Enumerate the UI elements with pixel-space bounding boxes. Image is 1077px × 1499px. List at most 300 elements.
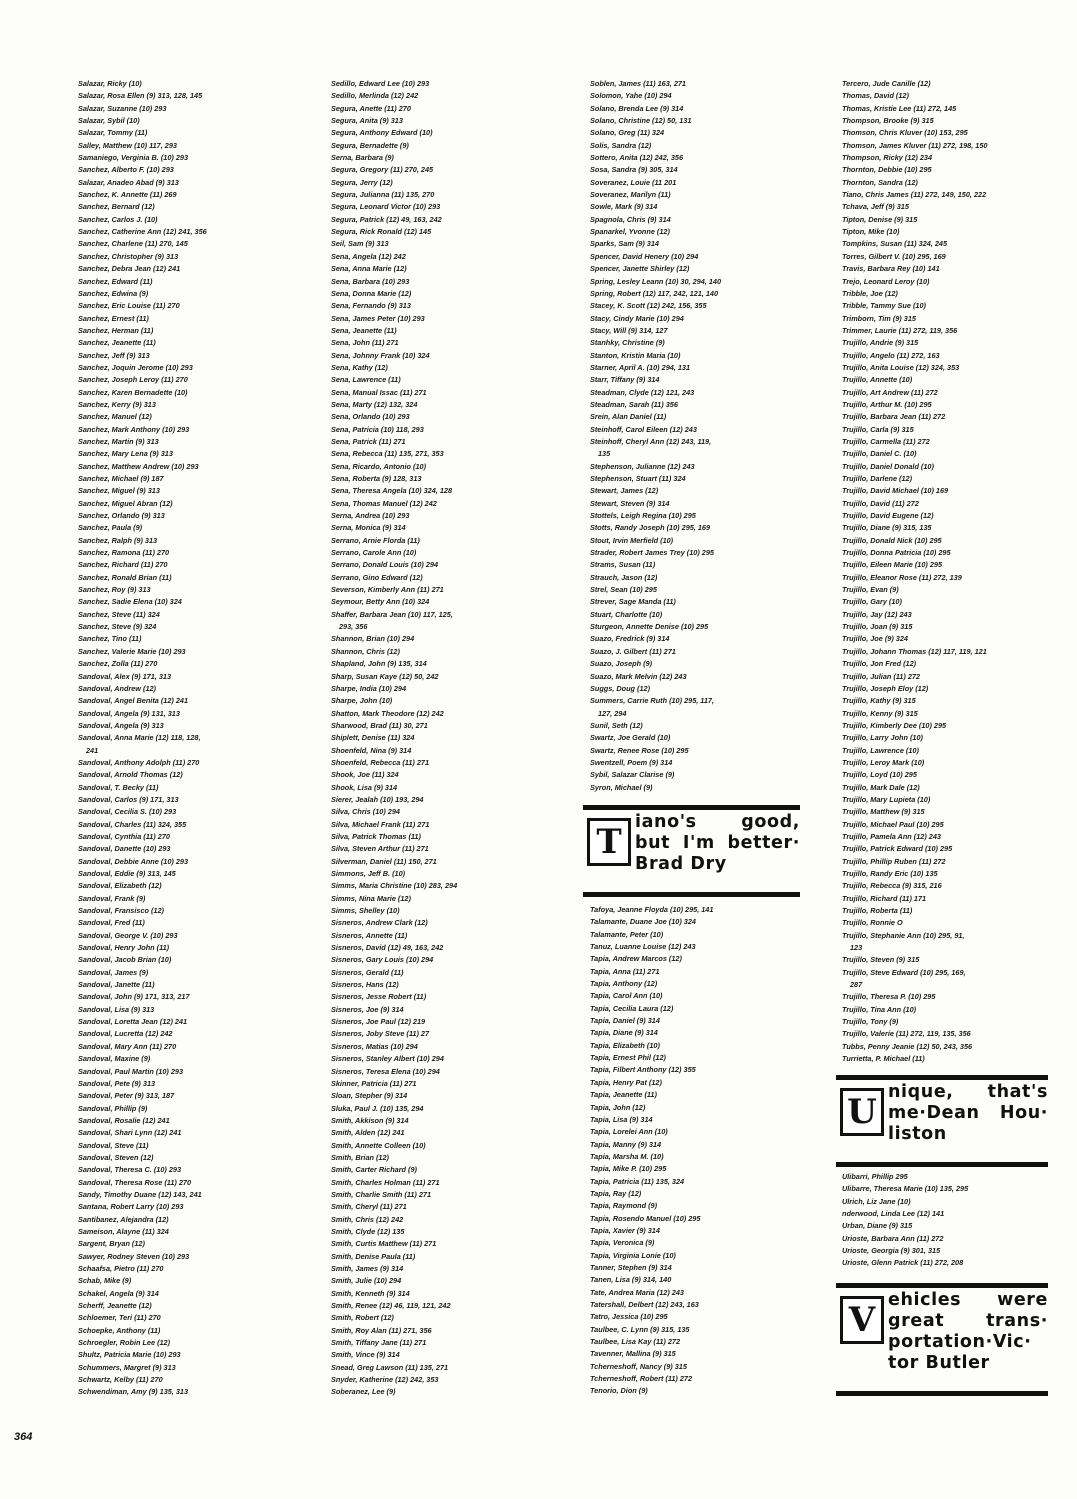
index-entry: Tatro, Jessica (10) 295 <box>590 1312 668 1322</box>
index-entry: Sandoval, Lisa (9) 313 <box>78 1004 155 1014</box>
index-entry: Stewart, James (12) <box>590 486 659 496</box>
index-entry: Trujillo, Arthur M. (10) 295 <box>842 399 932 409</box>
index-entry: Sisneros, Gerald (11) <box>331 967 404 977</box>
index-entry: Smith, Kenneth (9) 314 <box>331 1288 410 1298</box>
index-entry: Sena, Barbara (10) 293 <box>331 276 410 286</box>
index-entry: Thompson, Brooke (9) 315 <box>842 116 934 126</box>
index-entry: Trujillo, Steven (9) 315 <box>842 955 920 965</box>
index-entry: Snyder, Katherine (12) 242, 353 <box>331 1375 439 1385</box>
index-entry: Trujillo, Randy Eric (10) 135 <box>842 869 938 878</box>
index-entry: Segura, Gregory (11) 270, 245 <box>331 165 434 175</box>
pull-quote-line: ehicles were <box>888 1290 1048 1310</box>
index-entry: Turrietta, P. Michael (11) <box>842 1054 925 1064</box>
index-entry: Thomas, Kristie Lee (11) 272, 145 <box>842 103 957 113</box>
index-entry: Trujillo, Matthew (9) 315 <box>842 807 925 817</box>
pull-quote-line: iano's good, <box>635 812 800 832</box>
index-entry: Strever, Sage Manda (11) <box>590 597 676 607</box>
index-entry: Thomson, Chris Kluver (10) 153, 295 <box>842 128 968 138</box>
index-entry: Sanchez, Kerry (9) 313 <box>78 399 156 409</box>
index-entry: Sanchez, Paula (9) <box>78 523 143 533</box>
index-entry: Salazar, Ricky (10) <box>78 79 142 88</box>
index-entry: Sandoval, Cecilia S. (10) 293 <box>78 807 177 817</box>
index-entry: Trujillo, Eleanor Rose (11) 272, 139 <box>842 572 962 582</box>
index-entry: Sanchez, Herman (11) <box>78 325 154 335</box>
index-entry: Trujillo, Phillip Ruben (11) 272 <box>842 856 946 866</box>
pull-quote-line: tor Butler <box>888 1353 990 1373</box>
index-entry: Stephenson, Stuart (11) 324 <box>590 474 686 483</box>
index-entry: Salazar, Tommy (11) <box>78 128 148 138</box>
index-entry: Sena, Roberta (9) 128, 313 <box>331 474 422 483</box>
index-entry: Shiplett, Denise (11) 324 <box>331 733 415 743</box>
index-entry: Sandoval, Frank (9) <box>78 893 146 903</box>
index-entry: Stottels, Leigh Regina (10) 295 <box>590 511 696 521</box>
index-entry: Snead, Greg Lawson (11) 135, 271 <box>331 1362 449 1372</box>
index-entry: Schloemer, Teri (11) 270 <box>78 1313 161 1323</box>
index-entry: Sisneros, Matias (10) 294 <box>331 1041 418 1051</box>
index-entry: Sanchez, Edwina (9) <box>78 288 149 298</box>
index-entry: Sena, Marty (12) 132, 324 <box>331 399 418 409</box>
index-entry: Segura, Bernadette (9) <box>331 140 409 150</box>
index-entry: Serrano, Arnie Florda (11) <box>331 535 420 545</box>
index-entry: Tapia, Ernest Phil (12) <box>590 1053 666 1063</box>
index-entry: 135 <box>598 449 611 459</box>
index-entry: Samaniego, Verginia B. (10) 293 <box>78 153 189 163</box>
index-entry: Salazar, Suzanne (10) 293 <box>78 103 167 113</box>
index-entry: Sandoval, Jacob Brian (10) <box>78 955 172 965</box>
index-entry: Trujillo, Evan (9) <box>842 585 899 595</box>
index-entry: Sena, Lawrence (11) <box>331 375 401 385</box>
index-entry: Salley, Matthew (10) 117, 293 <box>78 140 177 150</box>
index-entry: Trujillo, Jon Fred (12) <box>842 659 917 669</box>
pull-quote-line: me·Dean Hou· <box>888 1103 1048 1123</box>
index-entry: Tapia, Cecilia Laura (12) <box>590 1003 674 1013</box>
index-entry: Silva, Patrick Thomas (11) <box>331 831 421 841</box>
index-entry: Trujillo, Steve Edward (10) 295, 169, <box>842 967 966 977</box>
index-entry: Tribble, Tammy Sue (10) <box>842 301 926 311</box>
index-entry: Thornton, Debbie (10) 295 <box>842 165 932 175</box>
index-entry: Soveranez, Marilyn (11) <box>590 190 671 200</box>
index-column-1 <box>78 78 318 1399</box>
index-entry: Sanchez, Martin (9) 313 <box>78 436 159 446</box>
index-entry: Sanchez, Roy (9) 313 <box>78 585 151 595</box>
index-entry: Seil, Sam (9) 313 <box>331 239 389 249</box>
index-entry: Sisneros, Joe Paul (12) 219 <box>331 1017 426 1027</box>
index-entry: Taulbee, C. Lynn (9) 315, 135 <box>590 1324 690 1334</box>
index-entry: Trujillo, Valerie (11) 272, 119, 135, 356 <box>842 1029 971 1039</box>
index-entry: Sanchez, Jeanette (11) <box>78 338 156 348</box>
index-entry: Srein, Alan Daniel (11) <box>590 412 667 422</box>
index-column-3-t-entries <box>590 904 810 1398</box>
index-entry: Travis, Barbara Rey (10) 141 <box>842 264 940 274</box>
index-entry: Tanuz, Luanne Louise (12) 243 <box>590 942 696 952</box>
index-entry: Trejo, Leonard Leroy (10) <box>842 276 930 286</box>
index-entry: Ulrich, Liz Jane (10) <box>842 1196 911 1206</box>
index-entry: Sandoval, George V. (10) 293 <box>78 930 178 940</box>
index-entry: Sanchez, Eric Louise (11) 270 <box>78 301 180 311</box>
index-entry: Sena, John (11) 271 <box>331 338 399 348</box>
index-entry: Trujillo, Theresa P. (10) 295 <box>842 992 936 1002</box>
index-entry: Sanchez, Sadie Elena (10) 324 <box>78 597 182 607</box>
index-entry: Steinhoff, Cheryl Ann (12) 243, 119, <box>590 436 712 446</box>
index-entry: Sanchez, Miguel Abran (12) <box>78 498 173 508</box>
index-entry: Spring, Lesley Leann (10) 30, 294, 140 <box>590 276 721 286</box>
index-entry: Smith, Akkison (9) 314 <box>331 1115 409 1125</box>
index-entry: Sanchez, Orlando (9) 313 <box>78 511 165 521</box>
index-entry: Sena, Orlando (10) 293 <box>331 412 410 422</box>
index-entry: Sunil, Seth (12) <box>590 720 643 730</box>
index-entry: Schummers, Margret (9) 313 <box>78 1362 176 1372</box>
index-entry: Steinhoff, Carol Eileen (12) 243 <box>590 424 697 434</box>
index-entry: Trujillo, Leroy Mark (10) <box>842 757 925 767</box>
index-entry: Swartz, Joe Gerald (10) <box>590 733 671 743</box>
index-entry: Suazo, Joseph (9) <box>590 659 653 669</box>
index-entry: Smith, Curtis Matthew (11) 271 <box>331 1239 437 1249</box>
pull-quote-v <box>836 1283 1048 1396</box>
index-entry: Sandoval, James (9) <box>78 967 149 977</box>
index-entry: Trujillo, David Eugene (12) <box>842 511 934 521</box>
index-entry: Trujillo, Eileen Marie (10) 295 <box>842 560 943 570</box>
index-entry: Sandoval, Phillip (9) <box>78 1103 148 1113</box>
index-entry: Silva, Steven Arthur (11) 271 <box>331 844 429 854</box>
index-entry: Shoenfeld, Nina (9) 314 <box>331 745 412 755</box>
index-entry: Tapia, Veronica (9) <box>590 1238 655 1248</box>
index-entry: Segura, Leonard Victor (10) 293 <box>331 202 441 212</box>
index-entry: Sanchez, Ralph (9) 313 <box>78 535 158 545</box>
index-entry: Trujillo, Roberta (11) <box>842 906 913 916</box>
index-entry: Thompson, Ricky (12) 234 <box>842 153 933 163</box>
index-entry: Sameison, Alayne (11) 324 <box>78 1226 169 1236</box>
index-entry: Sandoval, Mary Ann (11) 270 <box>78 1041 177 1051</box>
index-entry: Trujillo, Tina Ann (10) <box>842 1004 917 1014</box>
index-entry: Sandoval, Steven (12) <box>78 1152 154 1162</box>
index-entry: Sena, Johnny Frank (10) 324 <box>331 350 430 360</box>
index-entry: Schaafsa, Pietro (11) 270 <box>78 1264 164 1273</box>
index-entry: Sandoval, Danette (10) 293 <box>78 844 171 854</box>
index-entry: Sanchez, Bernard (12) <box>78 202 155 212</box>
index-entry: Skinner, Patricia (11) 271 <box>331 1078 417 1088</box>
index-entry: Sandoval, Andrew (12) <box>78 683 156 693</box>
index-entry: Serrano, Gino Edward (12) <box>331 572 423 582</box>
index-entry: Trujillo, Carmella (11) 272 <box>842 436 930 446</box>
index-entry: Sena, Manual Issac (11) 271 <box>331 387 427 397</box>
index-entry: Shatton, Mark Theodore (12) 242 <box>331 708 444 718</box>
index-entry: Trujillo, Annette (10) <box>842 375 913 385</box>
index-entry: Schroegler, Robin Lee (12) <box>78 1338 171 1348</box>
index-entry: Sandoval, Eddie (9) 313, 145 <box>78 869 176 878</box>
index-entry: Salazar, Rosa Ellen (9) 313, 128, 145 <box>78 91 203 101</box>
index-entry: Suggs, Doug (12) <box>590 683 650 693</box>
index-entry: Sisneros, Teresa Elena (10) 294 <box>331 1066 440 1076</box>
index-entry: Stacy, Cindy Marie (10) 294 <box>590 313 684 323</box>
index-entry: Tchava, Jeff (9) 315 <box>842 202 909 212</box>
index-entry: Serna, Barbara (9) <box>331 153 394 163</box>
index-entry: Sandoval, Debbie Anne (10) 293 <box>78 856 189 866</box>
index-column-3-s-entries <box>590 78 810 794</box>
index-entry: Sisneros, Annette (11) <box>331 930 408 940</box>
index-entry: Smith, Roy Alan (11) 271, 356 <box>331 1325 432 1335</box>
index-entry: Sandoval, Steve (11) <box>78 1140 149 1150</box>
index-entry: Stephenson, Julianne (12) 243 <box>590 461 695 471</box>
pull-quote-text <box>635 812 800 875</box>
index-entry: Sierer, Jealah (10) 193, 294 <box>331 794 424 804</box>
index-entry: Sanchez, Ronald Brian (11) <box>78 572 172 582</box>
index-entry: Trujillo, Joe (9) 324 <box>842 634 908 644</box>
index-column-4-t-entries <box>842 78 1072 1066</box>
index-entry: Starr, Tiffany (9) 314 <box>590 375 660 385</box>
index-entry: Sena, James Peter (10) 293 <box>331 313 425 323</box>
index-entry: Steadman, Sarah (11) 356 <box>590 399 678 409</box>
index-entry: Spring, Robert (12) 117, 242, 121, 140 <box>590 288 719 298</box>
index-entry: Stewart, Steven (9) 314 <box>590 498 670 508</box>
index-entry: 293, 356 <box>339 622 368 632</box>
index-entry: Thornton, Sandra (12) <box>842 177 918 187</box>
index-entry: Strams, Susan (11) <box>590 560 656 570</box>
index-entry: Sowle, Mark (9) 314 <box>590 202 658 212</box>
index-entry: Trujillo, Daniel Donald (10) <box>842 461 934 471</box>
page-number: 364 <box>14 1431 33 1443</box>
index-entry: Trujillo, David (11) 272 <box>842 498 919 508</box>
index-entry: Sanchez, Steve (9) 324 <box>78 622 157 632</box>
index-entry: Sandoval, Theresa Rose (11) 270 <box>78 1177 192 1187</box>
index-entry: Strader, Robert James Trey (10) 295 <box>590 548 714 558</box>
index-entry: Taulbee, Lisa Kay (11) 272 <box>590 1337 681 1347</box>
index-entry: Sandoval, Elizabeth (12) <box>78 881 162 891</box>
index-entry: Sandoval, Lucretta (12) 242 <box>78 1029 173 1039</box>
index-entry: Tercero, Jude Canille (12) <box>842 79 931 88</box>
index-entry: Tapia, Manny (9) 314 <box>590 1139 662 1149</box>
index-entry: Segura, Anthony Edward (10) <box>331 128 433 138</box>
index-entry: Strel, Sean (10) 295 <box>590 585 657 595</box>
index-entry: Shapland, John (9) 135, 314 <box>331 659 427 669</box>
index-entry: Sena, Angela (12) 242 <box>331 251 406 261</box>
index-entry: Sanchez, Alberto F. (10) 293 <box>78 165 174 175</box>
index-entry: Sandoval, Peter (9) 313, 187 <box>78 1091 175 1101</box>
index-entry: Swartz, Renee Rose (10) 295 <box>590 745 689 755</box>
index-entry: Trujillo, Jay (12) 243 <box>842 609 912 619</box>
index-entry: Sandoval, Arnold Thomas (12) <box>78 770 183 780</box>
index-entry: Smith, Cheryl (11) 271 <box>331 1202 407 1212</box>
index-entry: 287 <box>850 980 863 990</box>
index-entry: Ulibarri, Phillip 295 <box>842 1172 908 1181</box>
index-entry: Tubbs, Penny Jeanie (12) 50, 243, 356 <box>842 1041 973 1051</box>
index-entry: Urioste, Georgia (9) 301, 315 <box>842 1246 941 1256</box>
index-entry: Smith, Denise Paula (11) <box>331 1251 416 1261</box>
index-entry: Sena, Donna Marie (12) <box>331 288 412 298</box>
index-entry: Trujillo, Darlene (12) <box>842 474 913 483</box>
index-entry: Smith, Charlie Smith (11) 271 <box>331 1189 432 1199</box>
index-entry: Tapia, John (12) <box>590 1102 646 1112</box>
index-entry: Santana, Robert Larry (10) 293 <box>78 1202 184 1212</box>
index-entry: Swentzell, Poem (9) 314 <box>590 757 673 767</box>
index-entry: Sandoval, Janette (11) <box>78 980 155 990</box>
index-entry: Trujillo, Diane (9) 315, 135 <box>842 523 932 533</box>
index-entry: Sena, Jeanette (11) <box>331 325 397 335</box>
index-entry: Sparks, Sam (9) 314 <box>590 239 659 249</box>
index-entry: Sanchez, Zolla (11) 270 <box>78 659 158 669</box>
index-entry: Sanchez, Joseph Leroy (11) 270 <box>78 375 188 385</box>
index-entry: Simmons, Jeff B. (10) <box>331 869 406 878</box>
index-entry: Trujillo, Ronnie O <box>842 918 903 928</box>
index-entry: Schoepke, Anthony (11) <box>78 1325 161 1335</box>
index-entry: Tapia, Henry Pat (12) <box>590 1077 662 1087</box>
pull-quote-t <box>583 805 800 897</box>
index-entry: Smith, Renee (12) 46, 119, 121, 242 <box>331 1301 451 1311</box>
index-entry: Tanner, Stephen (9) 314 <box>590 1262 672 1272</box>
index-entry: Trujillo, Patrick Edward (10) 295 <box>842 844 953 854</box>
index-entry: Schakel, Angela (9) 314 <box>78 1288 159 1298</box>
index-entry: Urban, Diane (9) 315 <box>842 1221 913 1231</box>
index-entry: Sandy, Timothy Duane (12) 143, 241 <box>78 1189 202 1199</box>
pull-quote-line: Brad Dry <box>635 854 727 874</box>
index-entry: Spencer, Janette Shirley (12) <box>590 264 690 274</box>
index-entry: Sena, Patricia (10) 118, 293 <box>331 424 424 434</box>
index-entry: Segura, Patrick (12) 49, 163, 242 <box>331 214 442 224</box>
index-entry: Sanchez, Steve (11) 324 <box>78 609 160 619</box>
index-entry: Tapia, Raymond (9) <box>590 1201 658 1211</box>
index-entry: Sharp, Susan Kaye (12) 50, 242 <box>331 671 439 681</box>
index-entry: Smith, Julie (10) 294 <box>331 1276 402 1286</box>
index-entry: Talamante, Duane Joe (10) 324 <box>590 917 696 927</box>
index-entry: Tenorio, Dion (9) <box>590 1386 648 1396</box>
index-entry: Sandoval, Loretta Jean (12) 241 <box>78 1017 188 1027</box>
index-entry: Trujillo, Donna Patricia (10) 295 <box>842 548 951 558</box>
index-entry: Stanhky, Christine (9) <box>590 338 665 348</box>
index-entry: Stuart, Charlotte (10) <box>590 609 663 619</box>
index-entry: Urioste, Barbara Ann (11) 272 <box>842 1233 944 1243</box>
index-entry: Spagnola, Chris (9) 314 <box>590 214 671 224</box>
index-entry: Sturgeon, Annette Denise (10) 295 <box>590 622 709 632</box>
index-entry: Trujillo, Donald Nick (10) 295 <box>842 535 942 545</box>
index-entry: Sandoval, Anthony Adolph (11) 270 <box>78 757 200 767</box>
index-entry: Sisneros, Joby Steve (11) 27 <box>331 1029 430 1039</box>
index-entry: Trujillo, Barbara Jean (11) 272 <box>842 412 946 422</box>
index-entry: Segura, Jerry (12) <box>331 177 393 187</box>
index-entry: Sandoval, Fransisco (12) <box>78 906 164 916</box>
index-entry: Trujillo, Pamela Ann (12) 243 <box>842 831 941 841</box>
index-entry: Trujillo, Larry John (10) <box>842 733 923 743</box>
index-entry: Smith, Carter Richard (9) <box>331 1165 417 1175</box>
pull-quote-line: portation·Vic· <box>888 1332 1032 1352</box>
index-entry: Tate, Andrea Maria (12) 243 <box>590 1287 684 1297</box>
index-entry: Smith, Robert (12) <box>331 1313 394 1323</box>
index-entry: Trujillo, Mark Dale (12) <box>842 782 920 792</box>
index-entry: Trimmer, Laurie (11) 272, 119, 356 <box>842 325 958 335</box>
index-entry: Syron, Michael (9) <box>590 782 653 792</box>
index-entry: Sena, Thomas Manuel (12) 242 <box>331 498 437 508</box>
index-entry: Shoenfeld, Rebecca (11) 271 <box>331 757 430 767</box>
index-entry: Trujillo, Andrie (9) 315 <box>842 338 919 348</box>
index-entry: Sisneros, Stanley Albert (10) 294 <box>331 1054 444 1064</box>
index-entry: Sharwood, Brad (11) 30, 271 <box>331 720 428 730</box>
index-entry: Stotts, Randy Joseph (10) 295, 169 <box>590 523 711 533</box>
index-entry: Simms, Maria Christine (10) 283, 294 <box>331 881 458 891</box>
index-entry: Tipton, Mike (10) <box>842 227 900 237</box>
pull-quote-line: nique, that's <box>888 1082 1048 1102</box>
index-entry: Smith, James (9) 314 <box>331 1264 404 1273</box>
index-entry: Tapia, Jeanette (11) <box>590 1090 657 1100</box>
index-entry: Tapia, Lisa (9) 314 <box>590 1114 653 1124</box>
index-entry: 127, 294 <box>598 708 627 718</box>
index-entry: Stacy, Will (9) 314, 127 <box>590 325 668 335</box>
index-entry: Trujillo, Rebecca (9) 315, 216 <box>842 881 942 891</box>
index-entry: Sandoval, Anna Marie (12) 118, 128, <box>78 733 201 743</box>
index-column-2 <box>331 78 571 1399</box>
index-entry: Sluka, Paul J. (10) 135, 294 <box>331 1103 424 1113</box>
index-entry: Sandoval, Alex (9) 171, 313 <box>78 671 172 681</box>
index-entry: Sandoval, Carlos (9) 171, 313 <box>78 794 179 804</box>
index-entry: Sanchez, Charlene (11) 270, 145 <box>78 239 188 249</box>
index-entry: Torres, Gilbert V. (10) 295, 169 <box>842 251 946 261</box>
index-entry: Smith, Vince (9) 314 <box>331 1350 400 1360</box>
index-entry: Sisneros, Jesse Robert (11) <box>331 992 427 1002</box>
index-entry: Tapia, Ray (12) <box>590 1188 642 1198</box>
index-entry: Smith, Chris (12) 242 <box>331 1214 404 1224</box>
index-entry: Sanchez, Tino (11) <box>78 634 142 644</box>
index-entry: Suazo, Fredrick (9) 314 <box>590 634 670 644</box>
index-entry: Sandoval, T. Becky (11) <box>78 782 159 792</box>
index-entry: Smith, Brian (12) <box>331 1152 389 1162</box>
index-entry: Starner, April A. (10) 294, 131 <box>590 362 691 372</box>
index-entry: Soberanez, Lee (9) <box>331 1387 396 1397</box>
index-entry: Tavenner, Mallina (9) 315 <box>590 1349 676 1359</box>
pull-quote-u <box>836 1075 1048 1167</box>
index-entry: Suazo, J. Gilbert (11) 271 <box>590 646 676 656</box>
index-entry: Sandoval, Paul Martin (10) 293 <box>78 1066 184 1076</box>
index-entry: Trujillo, Angelo (11) 272, 163 <box>842 350 940 360</box>
index-entry: Sanchez, Ernest (11) <box>78 313 149 323</box>
index-entry: Sena, Anna Marie (12) <box>331 264 407 274</box>
index-entry: Soveranez, Louie (11 201 <box>590 177 677 187</box>
index-entry: Solis, Sandra (12) <box>590 140 652 150</box>
index-entry: Tapia, Andrew Marcos (12) <box>590 954 682 964</box>
index-entry: Trujillo, Lawrence (10) <box>842 745 919 755</box>
index-entry: Tcherneshoff, Nancy (9) 315 <box>590 1361 687 1371</box>
index-entry: Silverman, Daniel (11) 150, 271 <box>331 856 437 866</box>
index-entry: Sisneros, David (12) 49, 163, 242 <box>331 943 444 953</box>
index-entry: Segura, Julianna (11) 135, 270 <box>331 190 435 200</box>
index-entry: Trujillo, Michael Paul (10) 295 <box>842 819 944 829</box>
index-entry: 241 <box>86 745 99 755</box>
index-entry: Tapia, Filbert Anthony (12) 355 <box>590 1065 696 1075</box>
index-entry: Tapia, Virginia Lonie (10) <box>590 1250 676 1260</box>
index-entry: Trujillo, Kenny (9) 315 <box>842 708 918 718</box>
index-entry: Salazar, Anadeo Abad (9) 313 <box>78 177 179 187</box>
index-entry: Talamante, Peter (10) <box>590 929 664 939</box>
index-entry: Trimborn, Tim (9) 315 <box>842 313 916 323</box>
index-entry: Tapia, Marsha M. (10) <box>590 1151 664 1161</box>
index-entry: Sandoval, Maxine (9) <box>78 1054 151 1064</box>
drop-cap-letter: V <box>840 1296 884 1344</box>
index-entry: Trujillo, Art Andrew (11) 272 <box>842 387 938 397</box>
index-entry: Tcherneshoff, Robert (11) 272 <box>590 1374 693 1384</box>
pull-quote-text <box>888 1290 1048 1374</box>
index-entry: Stanton, Kristin Maria (10) <box>590 350 681 360</box>
index-entry: Summers, Carrie Ruth (10) 295, 117, <box>590 696 714 706</box>
index-entry: Shultz, Patricia Marie (10) 293 <box>78 1350 181 1360</box>
index-entry: Sanchez, Mark Anthony (10) 293 <box>78 424 190 434</box>
index-entry: Tanen, Lisa (9) 314, 140 <box>590 1275 672 1285</box>
index-entry: Tiano, Chris James (11) 272, 149, 150, 222 <box>842 190 987 200</box>
index-entry: Schwartz, Kelby (11) 270 <box>78 1375 163 1385</box>
index-entry: Sosa, Sandra (9) 305, 314 <box>590 165 678 175</box>
index-entry: Tapia, Rosendo Manuel (10) 295 <box>590 1213 701 1223</box>
pull-quote-text <box>888 1082 1048 1145</box>
index-entry: Tapia, Mike P. (10) 295 <box>590 1164 667 1174</box>
index-entry: Trujillo, Carla (9) 315 <box>842 424 914 434</box>
index-entry: Sisneros, Gary Louis (10) 294 <box>331 955 434 965</box>
index-entry: Tapia, Diane (9) 314 <box>590 1028 658 1038</box>
index-entry: Segura, Anita (9) 313 <box>331 116 403 126</box>
